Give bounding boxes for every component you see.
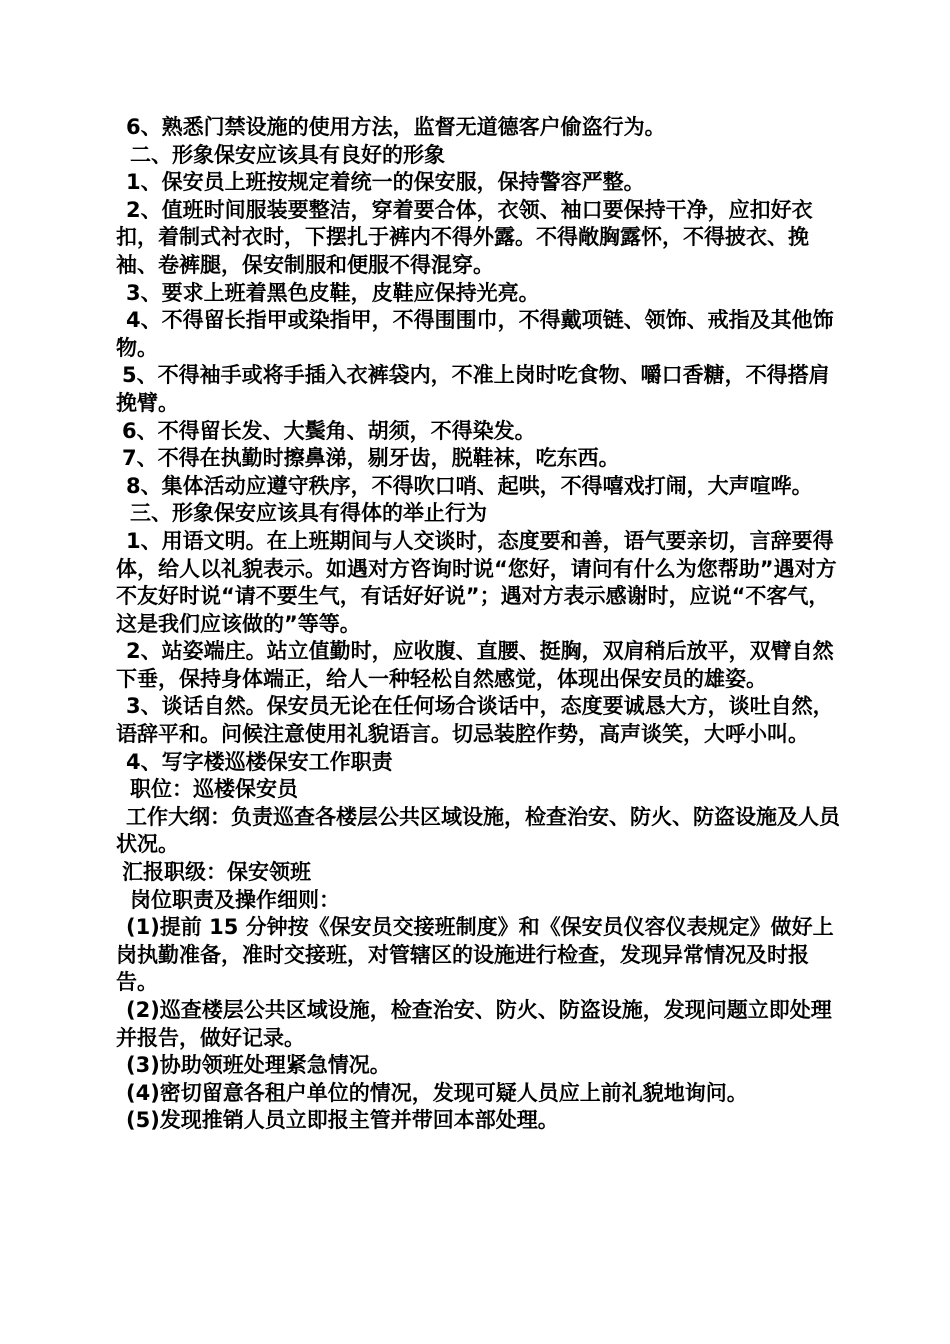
paragraph-duty-3: (3)协助领班处理紧急情况。 bbox=[126, 1053, 391, 1078]
paragraph-uniform: 1、保安员上班按规定着统一的保安服，保持警容严整。 bbox=[126, 170, 645, 195]
section-heading-4: 4、写字楼巡楼保安工作职责 bbox=[126, 749, 393, 774]
paragraph-duty-5: (5)发现推销人员立即报主管并带回本部处理。 bbox=[126, 1108, 559, 1133]
paragraph-on-duty-behavior: 7、不得在执勤时擦鼻涕，剔牙齿，脱鞋袜，吃东西。 bbox=[122, 446, 620, 471]
paragraph-conversation: 3、谈话自然。保安员无论在任何场合谈话中，态度要诚恳大方，谈吐自然，语辞平和。问候注意使用礼貌语言。切忌装腔作势，高声谈笑，大呼小叫。 bbox=[116, 694, 834, 747]
paragraph-nails-accessories: 4、不得留长指甲或染指甲，不得围围巾，不得戴项链、领饰、戒指及其他饰物。 bbox=[116, 308, 834, 360]
paragraph-posture: 2、站姿端庄。站立值勤时，应收腹、直腰、挺胸，双肩稍后放平，双臂自然下垂，保持身体端正，给人一种轻松自然感觉，体现出保安员的雄姿。 bbox=[116, 639, 834, 691]
paragraph-duty-4: (4)密切留意各租户单位的情况，发现可疑人员应上前礼貌地询问。 bbox=[126, 1080, 748, 1105]
paragraph-group-activities: 8、集体活动应遵守秩序，不得吹口哨、起哄，不得嘻戏打闹，大声喧哗。 bbox=[126, 473, 813, 498]
paragraph-position: 职位：巡楼保安员 bbox=[130, 777, 298, 802]
document-body bbox=[116, 114, 846, 1135]
section-heading-3: 三、形象保安应该具有得体的举止行为 bbox=[130, 501, 487, 526]
paragraph-duties-heading: 岗位职责及操作细则： bbox=[130, 887, 340, 912]
paragraph-polite-language: 1、用语文明。在上班期间与人交谈时，态度要和善，语气要亲切，言辞要得体，给人以礼貌表示。如遇对方咨询时说“您好，请问有什么为您帮助”遇对方不友好时说“请不要生气，有话好好说”；遇对方表示感谢时，应说“不客气，这是我们应该做的”等等。 bbox=[116, 528, 837, 636]
paragraph-duty-1: (1)提前 15 分钟按《保安员交接班制度》和《保安员仪容仪表规定》做好上岗执勤准备，准时交接班，对管辖区的设施进行检查，发现异常情况及时报告。 bbox=[116, 915, 834, 995]
paragraph-dress-code: 2、值班时间服装要整洁，穿着要合体，衣领、袖口要保持干净，应扣好衣扣，着制式衬衣时，下摆扎于裤内不得外露。不得敞胸露怀，不得披衣、挽袖、卷裤腿，保安制服和便服不得混穿。 bbox=[116, 197, 813, 277]
paragraph-item-6-access-control: 6、熟悉门禁设施的使用方法，监督无道德客户偷盗行为。 bbox=[126, 115, 666, 139]
paragraph-work-outline: 工作大纲：负责巡查各楼层公共区域设施，检查治安、防火、防盗设施及人员状况。 bbox=[116, 804, 840, 857]
paragraph-duty-2: (2)巡查楼层公共区域设施，检查治安、防火、防盗设施，发现问题立即处理并报告，做好记录。 bbox=[116, 998, 832, 1050]
paragraph-hair: 6、不得留长发、大鬓角、胡须，不得染发。 bbox=[122, 418, 536, 443]
paragraph-reporting-level: 汇报职级：保安领班 bbox=[122, 860, 311, 885]
paragraph-shoes: 3、要求上班着黑色皮鞋，皮鞋应保持光亮。 bbox=[126, 280, 540, 305]
paragraph-hands-pockets: 5、不得袖手或将手插入衣裤袋内，不准上岗时吃食物、嚼口香糖，不得搭肩挽臂。 bbox=[116, 363, 830, 415]
section-heading-2: 二、形象保安应该具有良好的形象 bbox=[130, 142, 445, 167]
